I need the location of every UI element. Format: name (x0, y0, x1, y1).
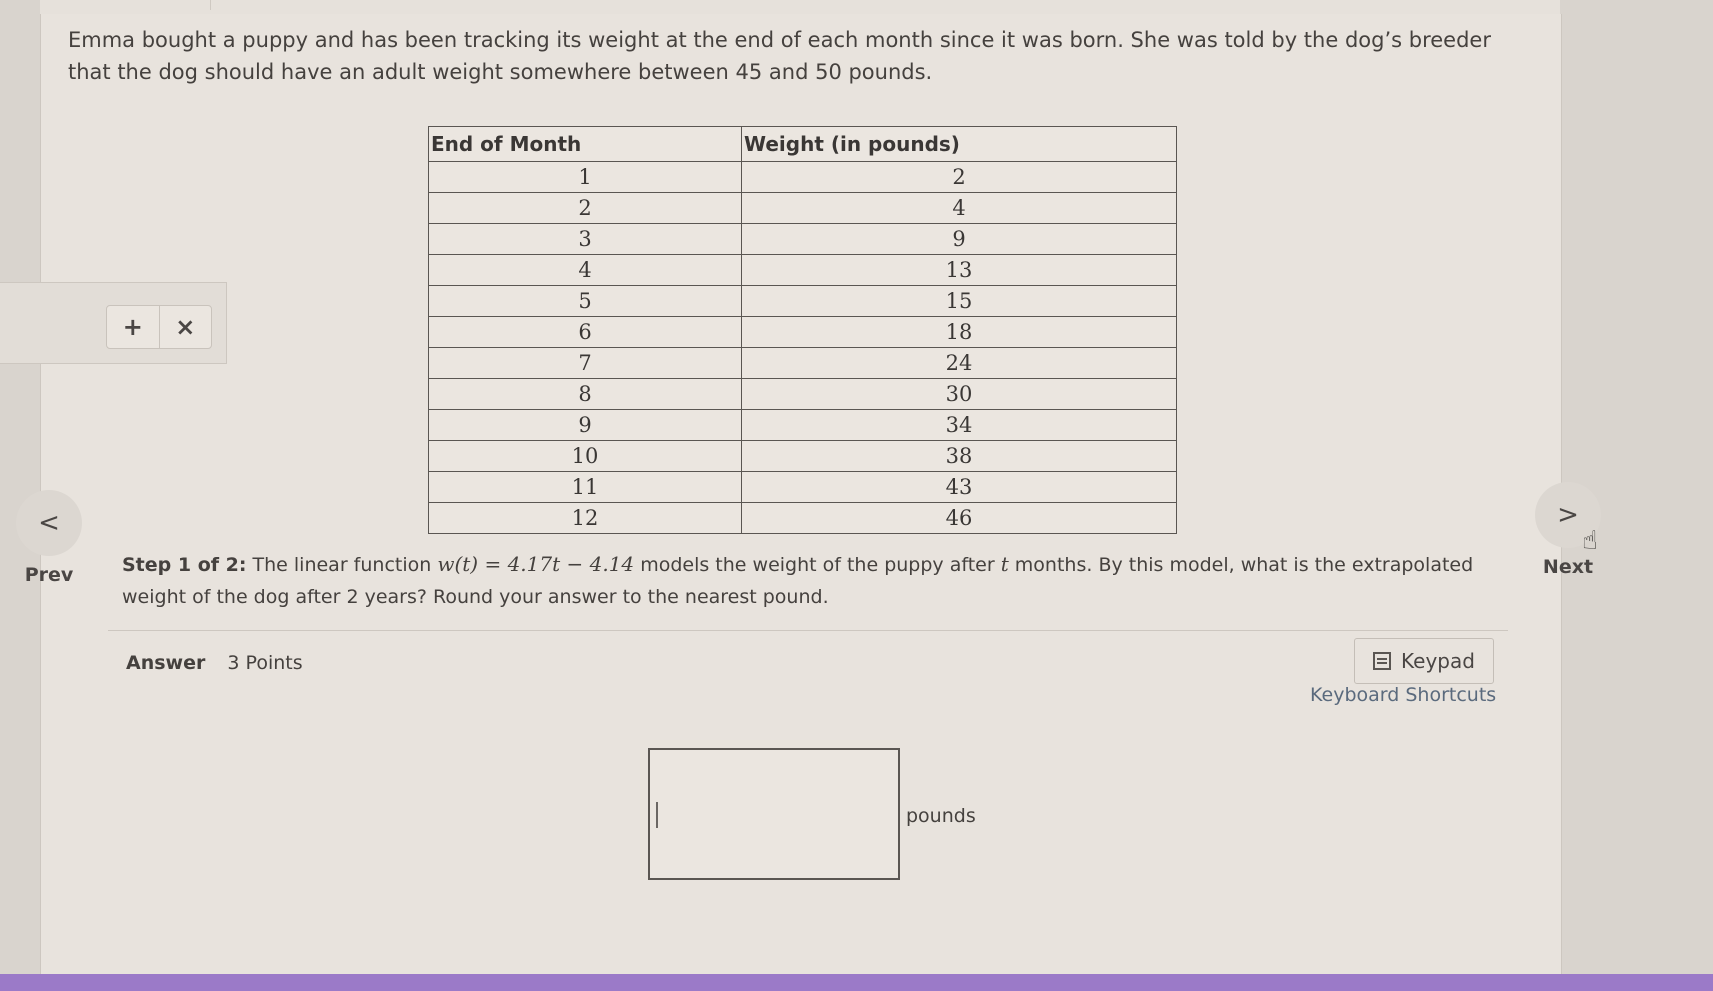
table-row (429, 162, 1177, 193)
month-cell: 5 (429, 286, 742, 317)
weight-cell: 4 (742, 193, 1177, 224)
keypad-button[interactable] (1354, 638, 1494, 684)
keypad-label: Keypad (1401, 649, 1475, 673)
footer-bar (0, 974, 1713, 991)
weight-cell: 2 (742, 162, 1177, 193)
top-tab (40, 0, 211, 10)
table-header-row (429, 127, 1177, 162)
weight-cell: 18 (742, 317, 1177, 348)
weight-cell: 13 (742, 255, 1177, 286)
answer-label: Answer (126, 652, 206, 674)
month-cell: 9 (429, 410, 742, 441)
column-header-month: End of Month (429, 127, 742, 162)
table-row (429, 286, 1177, 317)
chevron-right-icon[interactable]: > (1535, 482, 1601, 548)
unit-label: pounds (906, 805, 976, 827)
table-row (429, 472, 1177, 503)
points-label: 3 Points (227, 652, 303, 674)
month-cell: 10 (429, 441, 742, 472)
table-row (429, 317, 1177, 348)
chevron-left-icon[interactable]: < (16, 490, 82, 556)
next-label[interactable]: Next (1542, 556, 1594, 578)
weight-cell: 30 (742, 379, 1177, 410)
month-cell: 4 (429, 255, 742, 286)
problem-statement: Emma bought a puppy and has been tracking its weight at the end of each month since it was born. She was told by the dog’s breeder that the dog should have an adult weight somewhere between 45 and 50 pounds. (68, 28, 1491, 84)
table-row (429, 348, 1177, 379)
hand-cursor-icon: ☝ (1582, 526, 1598, 556)
weight-cell: 15 (742, 286, 1177, 317)
step-text-before: The linear function (252, 554, 432, 576)
month-cell: 6 (429, 317, 742, 348)
prev-label[interactable]: Prev (24, 564, 74, 586)
weight-cell: 24 (742, 348, 1177, 379)
table-row (429, 379, 1177, 410)
weight-cell: 43 (742, 472, 1177, 503)
step-label: Step 1 of 2: (122, 554, 247, 576)
table-row (429, 193, 1177, 224)
step-text-after: months. By this model, what is the extrapolated weight of the dog after 2 years? Round your answer to the nearest pound. (122, 554, 1474, 608)
month-cell: 3 (429, 224, 742, 255)
step-variable: t (1000, 552, 1009, 576)
table-row (429, 255, 1177, 286)
month-cell: 7 (429, 348, 742, 379)
weight-cell: 34 (742, 410, 1177, 441)
answer-input[interactable] (648, 748, 900, 880)
close-button[interactable]: × (159, 306, 212, 348)
table-row (429, 224, 1177, 255)
month-cell: 8 (429, 379, 742, 410)
weight-cell: 9 (742, 224, 1177, 255)
text-caret (656, 802, 658, 828)
tool-button-group (106, 305, 212, 349)
answer-header (126, 652, 303, 674)
weight-table (428, 126, 1177, 534)
weight-cell: 46 (742, 503, 1177, 534)
column-header-weight: Weight (in pounds) (742, 127, 1177, 162)
table-row (429, 410, 1177, 441)
weight-cell: 38 (742, 441, 1177, 472)
add-button[interactable]: + (122, 313, 143, 341)
prev-nav[interactable] (14, 490, 84, 586)
keypad-icon (1373, 652, 1391, 670)
step-text-middle: models the weight of the puppy after (640, 554, 995, 576)
section-divider (108, 630, 1508, 631)
month-cell: 12 (429, 503, 742, 534)
tool-panel (0, 282, 227, 364)
step-formula: w(t) = 4.17t − 4.14 (437, 552, 635, 576)
top-strip (40, 0, 1560, 15)
step-prompt (122, 548, 1512, 613)
table-row (429, 503, 1177, 534)
month-cell: 2 (429, 193, 742, 224)
keyboard-shortcuts-link[interactable]: Keyboard Shortcuts (1310, 684, 1497, 706)
month-cell: 1 (429, 162, 742, 193)
table-row (429, 441, 1177, 472)
month-cell: 11 (429, 472, 742, 503)
